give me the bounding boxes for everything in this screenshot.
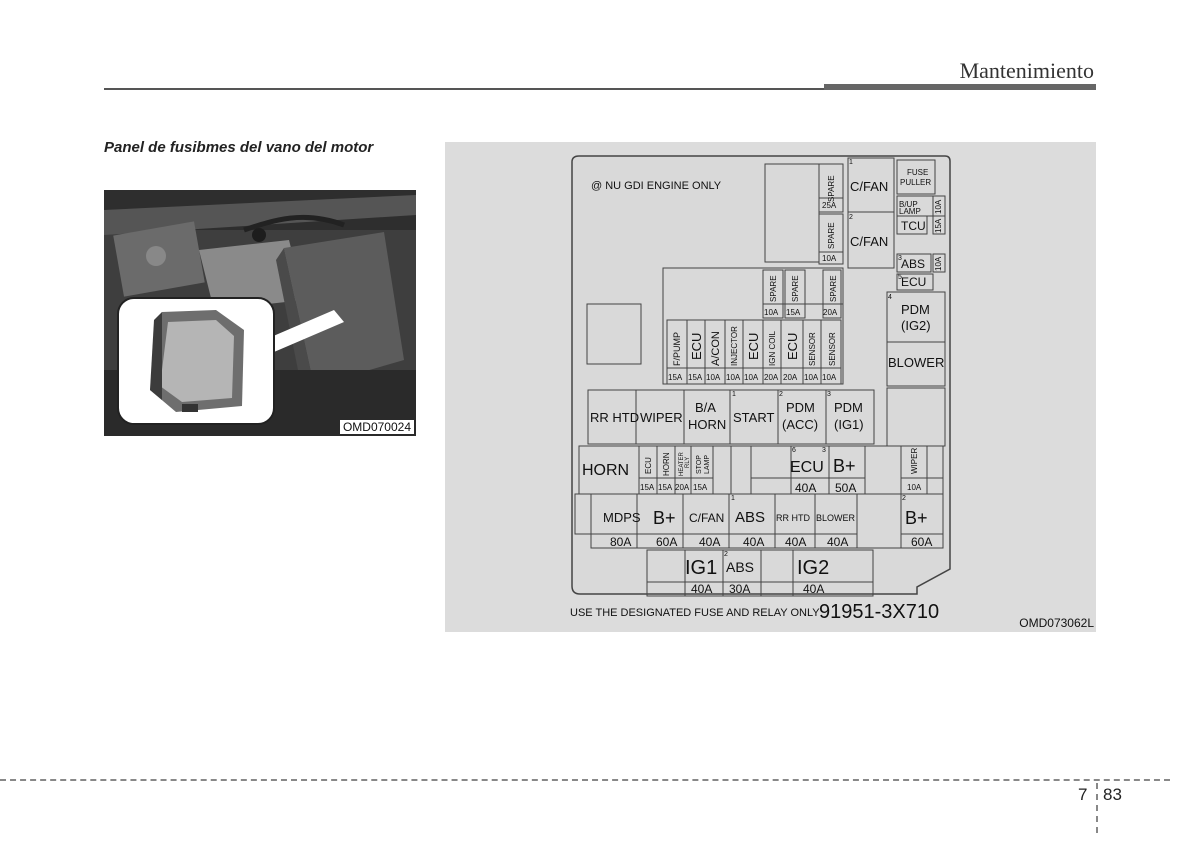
label-pdm-acc-2: (ACC) [782, 417, 819, 432]
photo-code: OMD070024 [340, 420, 414, 434]
label-wiper-relay: WIPER [640, 410, 683, 425]
slot-number-1-abs: 1 [731, 495, 735, 502]
label-spare-1: SPARE [827, 175, 836, 202]
label-tcu: TCU [901, 219, 926, 233]
label-bplus-60: B+ [653, 508, 676, 528]
slot-number-2-top: 2 [849, 214, 853, 221]
label-horn-v: HORN [662, 452, 671, 476]
label-start-relay: START [733, 410, 775, 425]
label-blower-40: BLOWER [816, 513, 856, 523]
slot-number-4-pdm: 4 [888, 294, 892, 301]
label-ba-1: B/A [695, 400, 716, 415]
fuse-diagram-panel [445, 142, 1096, 632]
label-fuse-puller-2: PULLER [900, 178, 932, 187]
footer-divider [1096, 783, 1098, 833]
fuse-box-diagram [445, 142, 1096, 632]
slot-number-2-bplus: 2 [902, 495, 906, 502]
label-pdm-ig2-b: (IG2) [901, 318, 931, 333]
label-heater-1: HEATER [679, 452, 685, 476]
label-stop-lamp-2: LAMP [704, 454, 711, 474]
label-sensor-1: SENSOR [808, 332, 817, 366]
rating-10a-sen1: 10A [804, 373, 819, 382]
header-rule [104, 88, 824, 90]
diagram-code: OMD073062L [1019, 616, 1094, 630]
rating-40a-rrhtd: 40A [785, 535, 807, 549]
slot-number-3-ig1: 3 [827, 391, 831, 398]
rating-40a-ig2: 40A [803, 582, 825, 596]
rating-80a: 80A [610, 535, 632, 549]
slot-number-6-ecu: 6 [792, 447, 796, 454]
slot-number-3-bplus: 3 [822, 447, 826, 454]
label-ecu-h: ECU [644, 457, 653, 474]
label-sensor-2: SENSOR [828, 332, 837, 366]
slot-number-1-top: 1 [849, 159, 853, 166]
rating-10a-spare2: 10A [822, 254, 837, 263]
slot-number-2-abs30: 2 [724, 551, 728, 558]
slot-number-2-acc: 2 [779, 391, 783, 398]
engine-bay-photo [104, 190, 416, 436]
label-abs-top: ABS [901, 257, 926, 271]
label-spare-4: SPARE [791, 275, 800, 302]
label-abs-40: ABS [735, 509, 766, 526]
rating-20a-ign: 20A [764, 373, 779, 382]
rating-10a-abs: 10A [934, 256, 943, 271]
rating-15a-fpump: 15A [668, 373, 683, 382]
label-ecu-fuse: ECU [790, 459, 824, 476]
slot-number-1-start: 1 [732, 391, 736, 398]
rating-60a-right: 60A [911, 535, 933, 549]
rating-20a-s5: 20A [823, 308, 838, 317]
label-pdm-ig1-1: PDM [834, 400, 863, 415]
label-cfan-2: C/FAN [850, 234, 889, 249]
rating-20a-heater: 20A [675, 483, 690, 492]
rating-40a-abs: 40A [743, 535, 765, 549]
label-spare-3: SPARE [769, 275, 778, 302]
rating-15a-stop: 15A [693, 483, 708, 492]
label-abs-30: ABS [726, 559, 755, 575]
top-note: @ NU GDI ENGINE ONLY [591, 180, 722, 192]
rating-15a-ecu1: 15A [688, 373, 703, 382]
chapter-number: 7 [1078, 785, 1088, 804]
label-fuse-puller-1: FUSE [907, 168, 929, 177]
rating-60a: 60A [656, 535, 678, 549]
label-bplus-50: B+ [833, 456, 856, 476]
label-ecu-v2: ECU [746, 332, 761, 360]
rating-50a: 50A [835, 481, 857, 495]
label-pdm-acc-1: PDM [786, 400, 815, 415]
rating-15a-horn: 15A [658, 483, 673, 492]
rating-40a-cfan: 40A [699, 535, 721, 549]
slot-number-3-abs: 3 [898, 255, 902, 262]
label-cfan-1: C/FAN [850, 179, 889, 194]
label-pdm-ig2-a: PDM [901, 302, 930, 317]
rating-40a-ig1: 40A [691, 582, 713, 596]
label-injector: INJECTOR [730, 326, 739, 366]
rating-15a-s4: 15A [786, 308, 801, 317]
header-rule-accent [824, 84, 1096, 90]
rating-15a-tcu: 15A [934, 218, 943, 233]
rating-10a-bup: 10A [934, 199, 943, 214]
page-header-title: Mantenimiento [959, 58, 1094, 83]
label-horn-relay: HORN [582, 462, 630, 479]
label-bplus-60-right: B+ [905, 508, 928, 528]
label-mdps: MDPS [603, 510, 641, 525]
rating-10a-acon: 10A [706, 373, 721, 382]
label-fpump: F/PUMP [672, 331, 682, 366]
label-wiper-v: WIPER [910, 447, 919, 474]
label-bup-lamp-2: LAMP [899, 207, 921, 216]
rating-10a-inj: 10A [726, 373, 741, 382]
footer-rule [0, 779, 1170, 781]
section-heading: Panel de fusibmes del vano del motor [104, 139, 374, 156]
part-number: 91951-3X710 [819, 601, 940, 623]
label-heater-2: RLY [685, 456, 691, 468]
page-number: 83 [1103, 785, 1122, 804]
rating-10a-wiper: 10A [907, 483, 922, 492]
rating-10a-ecu2: 10A [744, 373, 759, 382]
label-spare-5: SPARE [829, 275, 838, 302]
label-pdm-ig1-2: (IG1) [834, 417, 864, 432]
label-rr-htd-relay: RR HTD [590, 410, 640, 425]
label-rr-htd-40: RR HTD [776, 513, 810, 523]
label-spare-2: SPARE [827, 222, 836, 249]
rating-10a-sen2: 10A [822, 373, 837, 382]
label-acon: A/CON [710, 331, 722, 366]
slot-number-5-ecu: 5 [898, 274, 902, 281]
rating-40a-blower: 40A [827, 535, 849, 549]
label-ba-2: HORN [688, 417, 727, 432]
label-ecu-v3: ECU [785, 332, 800, 360]
label-ig2: IG2 [797, 557, 830, 579]
label-bup-lamp-1: B/UP [899, 200, 918, 209]
label-cfan-40: C/FAN [689, 511, 725, 525]
label-ecu-top: ECU [901, 275, 927, 289]
label-stop-lamp-1: STOP [696, 455, 703, 474]
rating-10a-s3: 10A [764, 308, 779, 317]
label-ecu-v1: ECU [689, 332, 704, 360]
rating-25a: 25A [822, 201, 837, 210]
label-ign-coil: IGN COIL [768, 330, 777, 366]
rating-15a-ecu-h: 15A [640, 483, 655, 492]
engine-bay-illustration [104, 190, 416, 436]
label-ig1: IG1 [685, 557, 718, 579]
bottom-note: USE THE DESIGNATED FUSE AND RELAY ONLY [570, 607, 820, 619]
rating-30a: 30A [729, 582, 751, 596]
rating-40a-ecu: 40A [795, 481, 817, 495]
rating-20a-ecu3: 20A [783, 373, 798, 382]
label-blower-relay: BLOWER [888, 355, 945, 370]
